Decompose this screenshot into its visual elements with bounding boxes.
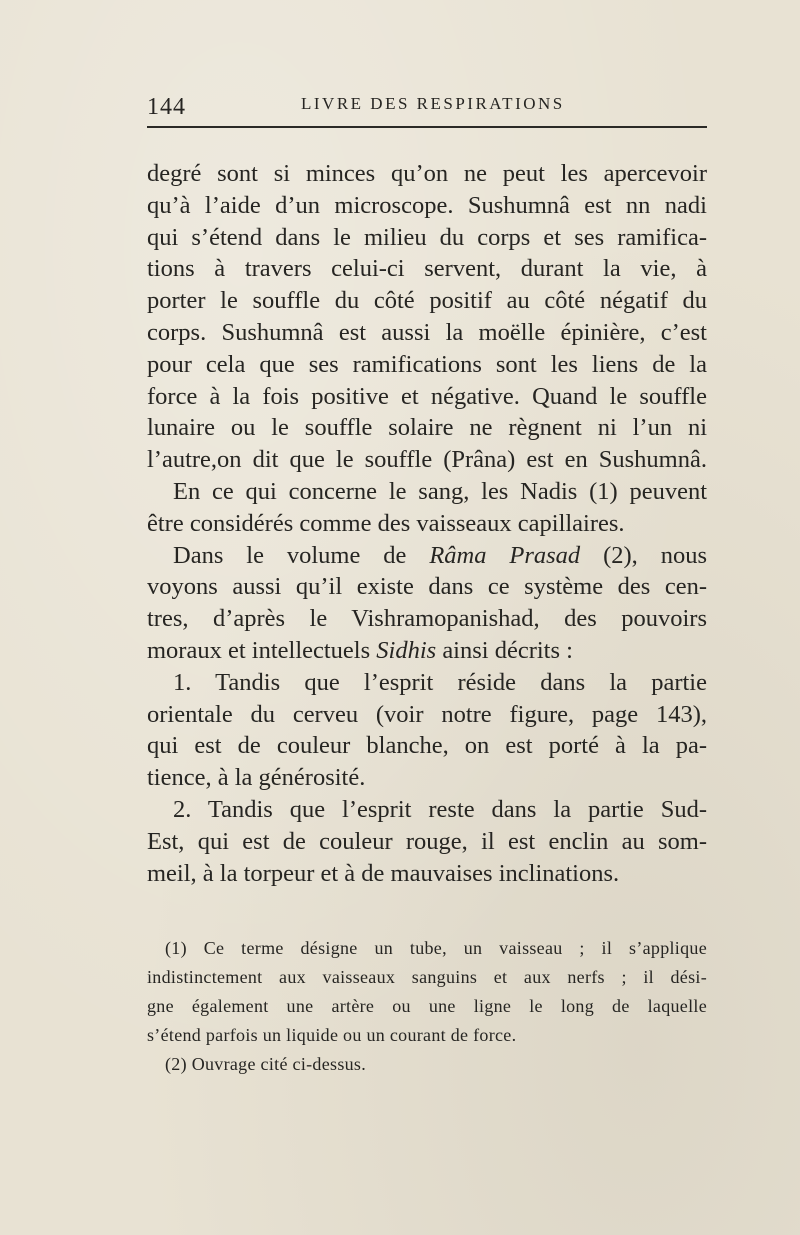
text-line: meil, à la torpeur et à de mauvaises inclinations. [147,859,620,887]
paragraph-1 [147,158,707,476]
text-line: pour cela que ses ramifications sont les liens de la [147,350,707,378]
text-segment: Dans le volume de [173,541,407,569]
text-line: qui s’étend dans le milieu du corps et ses ramifica- [147,223,707,251]
text-line: être considérés comme des vaisseaux capillaires. [147,509,625,537]
footnote-line: indistinctement aux vaisseaux sanguins et aux nerfs ; il dési- [147,967,707,987]
text-line: 1. Tandis que l’esprit réside dans la partie [173,668,707,696]
text-line: l’autre,on dit que le souffle (Prâna) est en Sushumnâ. [147,446,707,474]
text-line: degré sont si minces qu’on ne peut les apercevoir [147,160,707,187]
page-number: 144 [147,94,186,120]
text-segment: moraux et intellectuels [147,636,371,664]
text-line: lunaire ou le souffle solaire ne règnent ni l’un ni [147,414,707,442]
text-line: force à la fois positive et négative. Quand le souffle [147,382,707,410]
text-line: orientale du cerveu (voir notre figure, page 143), [147,700,707,728]
text-segment: ainsi décrits : [442,636,573,664]
text-line: porter le souffle du côté positif au côté négatif du [147,287,707,315]
text-segment: (2), nous [603,541,708,569]
text-line: En ce qui concerne le sang, les Nadis (1) peuvent [173,477,707,505]
footnote-line: gne également une artère ou une ligne le long de laquelle [147,996,707,1016]
text-line: tience, à la générosité. [147,764,366,792]
text-line: tions à travers celui-ci servent, durant la vie, à [147,255,707,283]
book-title: Râma Prasad [429,541,581,569]
text-line: qui est de couleur blanche, on est porté à la pa- [147,732,707,760]
paragraph-5 [147,794,707,889]
footnotes [147,934,707,1079]
text-line-mixed [147,635,707,667]
text-line: qu’à l’aide d’un microscope. Sushumnâ est nn nadi [147,191,707,219]
text-line-mixed [147,540,707,572]
footnote-line: s’étend parfois un liquide ou un courant de force. [147,1025,517,1045]
text-line: 2. Tandis que l’esprit reste dans la partie Sud- [173,795,707,823]
paragraph-2 [147,476,707,540]
text-line: Est, qui est de couleur rouge, il est enclin au som- [147,827,707,855]
page-header [147,88,707,128]
term-sidhis: Sidhis [376,636,437,664]
footnote-line: (2) Ouvrage cité ci-dessus. [165,1054,367,1074]
running-title: LIVRE DES RESPIRATIONS [301,94,565,113]
paragraph-4 [147,667,707,794]
text-line: voyons aussi qu’il existe dans ce système des cen- [147,573,707,601]
footnote-line: (1) Ce terme désigne un tube, un vaisseau ; il s’applique [165,938,707,958]
text-line: corps. Sushumnâ est aussi la moëlle épinière, c’est [147,318,707,346]
header-rule [147,126,707,128]
body-text [147,158,707,889]
paragraph-3 [147,540,707,667]
text-line: tres, d’après le Vishramopanishad, des pouvoirs [147,605,707,633]
